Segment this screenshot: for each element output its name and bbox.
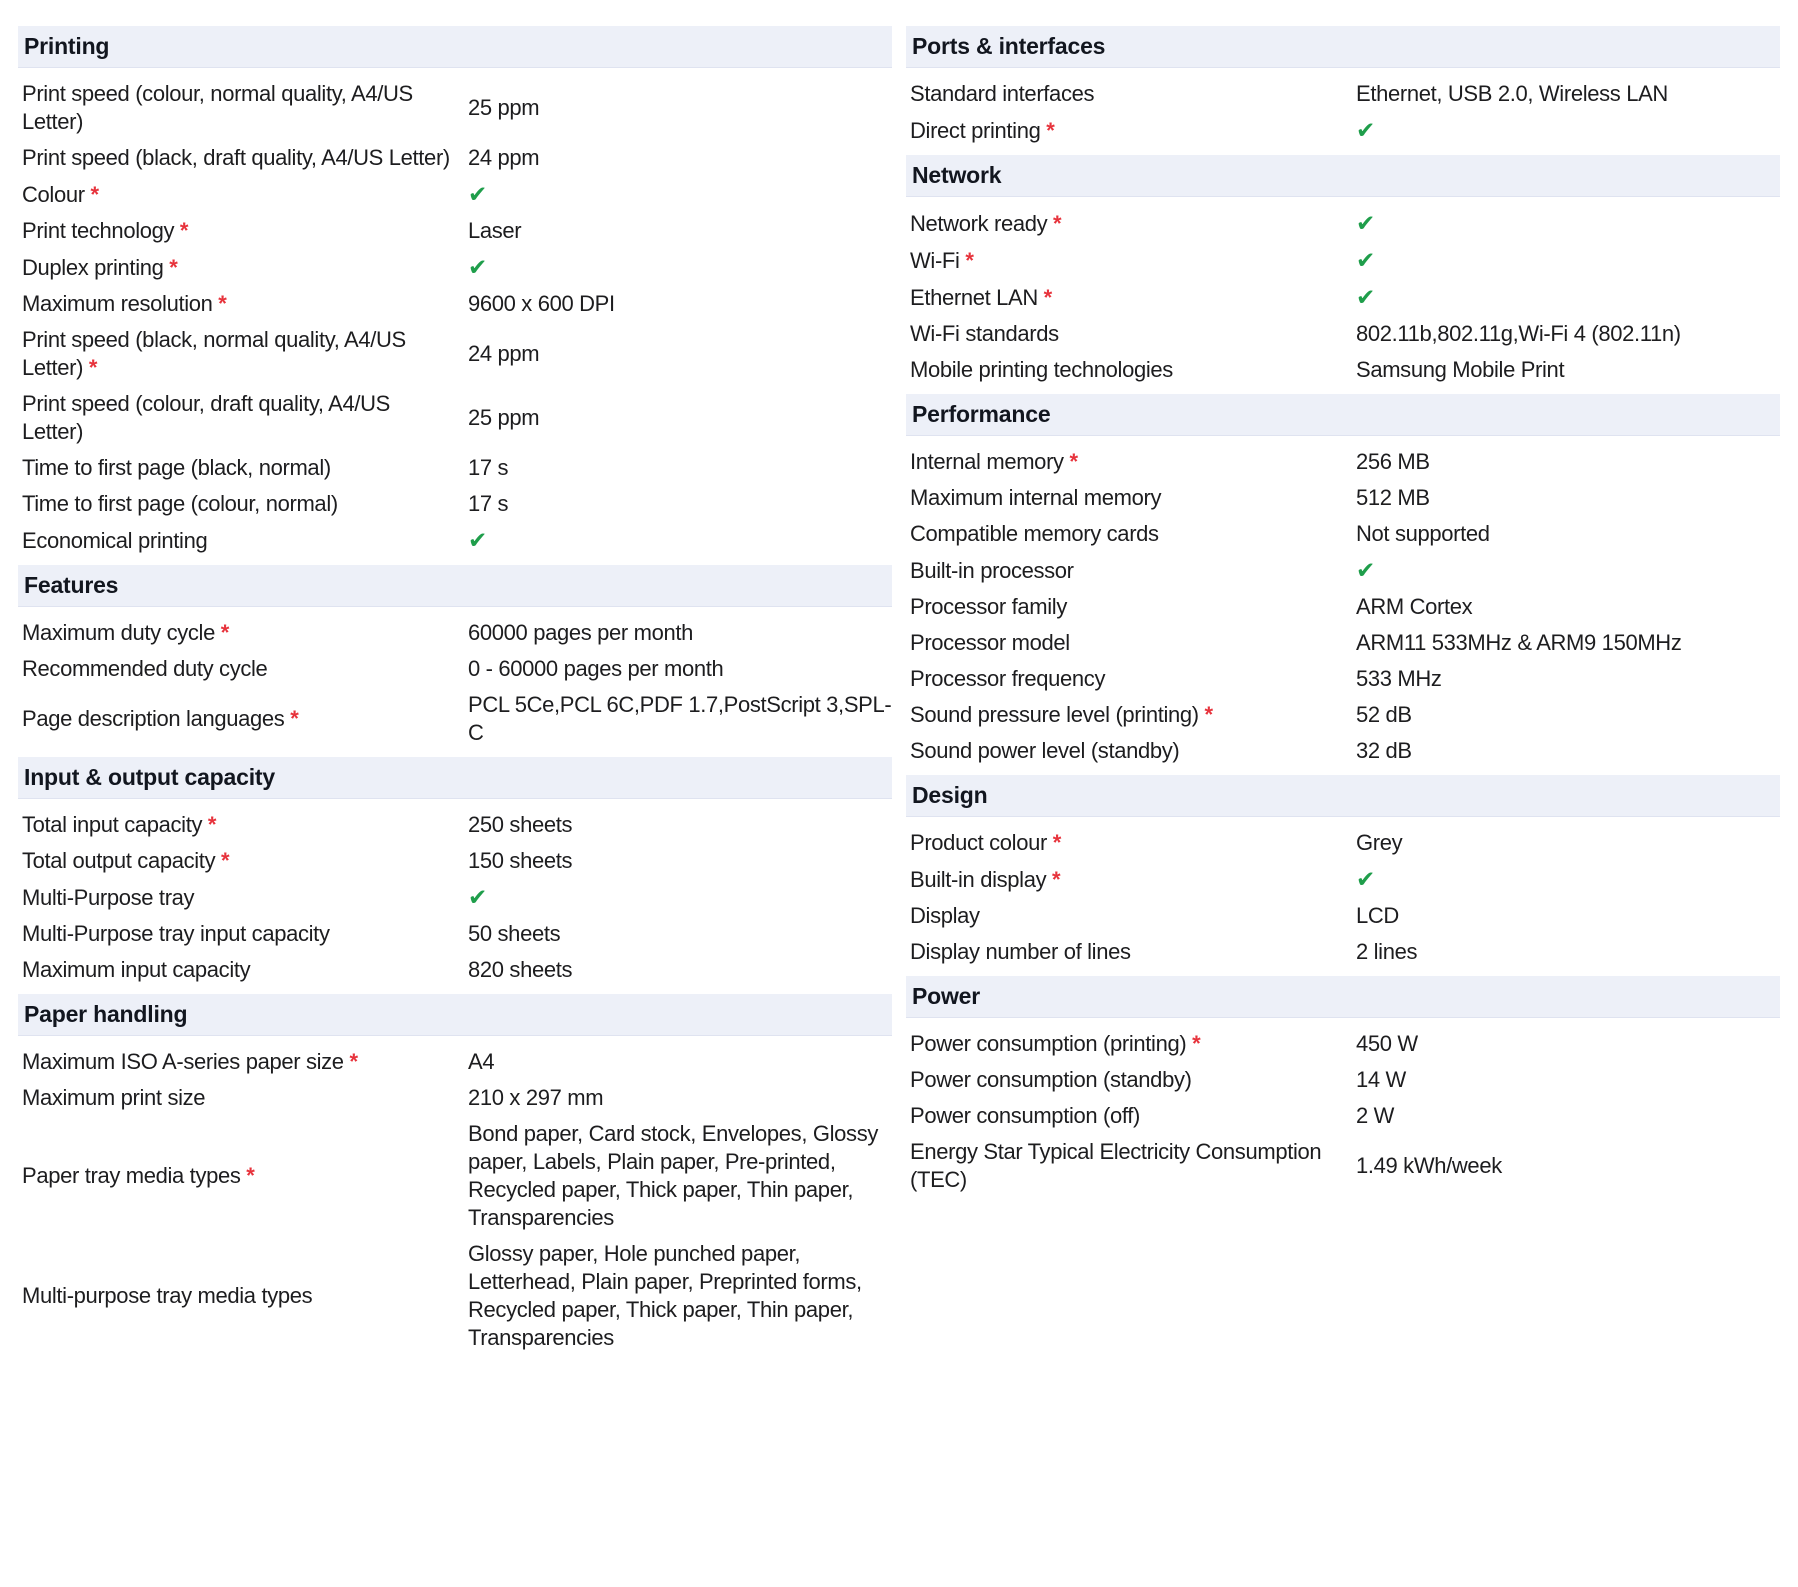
spec-value (1356, 283, 1780, 312)
section-header: Performance (906, 394, 1780, 436)
spec-label (22, 811, 468, 839)
spec-value: 0 - 60000 pages per month (468, 656, 724, 681)
spec-value (468, 253, 892, 282)
spec-label (22, 884, 468, 912)
spec-row (18, 213, 892, 249)
section-rows (18, 76, 892, 559)
spec-label-text: Processor frequency (910, 666, 1106, 691)
required-asterisk: * (202, 812, 217, 837)
spec-value: 9600 x 600 DPI (468, 291, 615, 316)
spec-label-text: Time to first page (black, normal) (22, 455, 331, 480)
spec-row (18, 386, 892, 450)
spec-value: 210 x 297 mm (468, 1085, 604, 1110)
spec-label-text: Network ready (910, 210, 1048, 236)
spec-label-text: Maximum ISO A-series paper size (22, 1049, 344, 1074)
section-header: Features (18, 565, 892, 607)
check-icon: ✔ (468, 254, 487, 280)
spec-label (910, 448, 1356, 476)
spec-label-text: Colour (22, 181, 85, 207)
spec-label (910, 1030, 1356, 1058)
spec-label-text: Print speed (black, normal quality, A4/US Letter) (22, 327, 406, 380)
spec-label-text: Compatible memory cards (910, 521, 1159, 546)
spec-label (22, 705, 468, 733)
spec-label (22, 80, 468, 136)
spec-value: 24 ppm (468, 145, 540, 170)
spec-row (18, 522, 892, 559)
section-rows (906, 1026, 1780, 1198)
spec-label-text: Ethernet LAN (910, 284, 1038, 310)
spec-value (468, 883, 892, 912)
spec-value: ARM Cortex (1356, 594, 1473, 619)
spec-label-text: Total input capacity (22, 812, 203, 837)
spec-label (910, 629, 1356, 657)
section-rows (18, 1044, 892, 1356)
spec-label (22, 454, 468, 482)
spec-row (906, 589, 1780, 625)
spec-value: PCL 5Ce,PCL 6C,PDF 1.7,PostScript 3,SPL-C (468, 692, 892, 745)
check-icon: ✔ (468, 527, 487, 553)
spec-value: 533 MHz (1356, 666, 1442, 691)
spec-row (906, 1062, 1780, 1098)
spec-label-text: Duplex printing (22, 254, 164, 280)
spec-label (910, 80, 1356, 108)
spec-row (906, 861, 1780, 898)
spec-label (22, 527, 468, 555)
required-asterisk: * (1046, 866, 1061, 892)
spec-label (22, 847, 468, 875)
spec-value: 17 s (468, 491, 509, 516)
spec-label-text: Sound pressure level (printing) (910, 702, 1199, 727)
spec-value: 820 sheets (468, 957, 573, 982)
spec-label-text: Economical printing (22, 527, 208, 553)
required-asterisk: * (163, 254, 178, 280)
spec-label (910, 247, 1356, 275)
spec-column-right (906, 26, 1780, 1204)
spec-value: 2 lines (1356, 939, 1418, 964)
spec-row (906, 825, 1780, 861)
spec-row (18, 322, 892, 386)
spec-value: Grey (1356, 830, 1403, 855)
spec-row (906, 352, 1780, 388)
spec-section (906, 26, 1780, 149)
spec-row (906, 242, 1780, 279)
spec-value: 450 W (1356, 1031, 1418, 1056)
spec-label (910, 829, 1356, 857)
spec-label (22, 490, 468, 518)
spec-label-text: Energy Star Typical Electricity Consumption (TEC) (910, 1139, 1322, 1192)
spec-row (18, 651, 892, 687)
spec-row (18, 1044, 892, 1080)
spec-value (1356, 556, 1780, 585)
spec-label-text: Direct printing (910, 117, 1041, 143)
spec-label (22, 290, 468, 318)
spec-value: 2 W (1356, 1103, 1395, 1128)
spec-label-text: Maximum resolution (22, 291, 213, 316)
check-icon: ✔ (1356, 117, 1375, 143)
spec-label (22, 144, 468, 172)
spec-column-left (18, 26, 892, 1362)
spec-value: 25 ppm (468, 405, 540, 430)
spec-row (906, 279, 1780, 316)
spec-row (906, 661, 1780, 697)
section-rows (18, 615, 892, 751)
spec-row (906, 697, 1780, 733)
required-asterisk: * (1040, 117, 1055, 143)
section-header: Input & output capacity (18, 757, 892, 799)
spec-label (910, 484, 1356, 512)
spec-row (18, 687, 892, 751)
spec-label-text: Built-in processor (910, 557, 1074, 583)
required-asterisk: * (1037, 284, 1052, 310)
spec-row (18, 615, 892, 651)
spec-label (910, 665, 1356, 693)
required-asterisk: * (1063, 449, 1078, 474)
required-asterisk: * (343, 1049, 358, 1074)
spec-value: 250 sheets (468, 812, 573, 837)
spec-section (18, 26, 892, 559)
section-header: Printing (18, 26, 892, 68)
spec-label (910, 356, 1356, 384)
required-asterisk: * (1198, 702, 1213, 727)
spec-value: 150 sheets (468, 848, 573, 873)
section-rows (906, 76, 1780, 149)
spec-row (906, 444, 1780, 480)
spec-row (906, 733, 1780, 769)
spec-value (1356, 116, 1780, 145)
spec-label (22, 1048, 468, 1076)
spec-label (910, 320, 1356, 348)
spec-row (18, 1116, 892, 1236)
spec-label-text: Mobile printing technologies (910, 357, 1173, 382)
spec-value: Samsung Mobile Print (1356, 357, 1565, 382)
section-header: Ports & interfaces (906, 26, 1780, 68)
spec-label (910, 866, 1356, 894)
spec-value: 25 ppm (468, 95, 540, 120)
spec-label-text: Processor family (910, 594, 1067, 619)
spec-label (910, 1138, 1356, 1194)
spec-row (18, 486, 892, 522)
spec-value: 32 dB (1356, 738, 1412, 763)
spec-section (18, 757, 892, 988)
spec-row (18, 952, 892, 988)
spec-label (910, 210, 1356, 238)
spec-row (906, 205, 1780, 242)
spec-row (906, 1098, 1780, 1134)
spec-label-text: Maximum duty cycle (22, 620, 215, 645)
spec-value: Glossy paper, Hole punched paper, Letterhead, Plain paper, Preprinted forms, Recycled paper, Thick paper, Thin paper, Transparencies (468, 1241, 862, 1350)
spec-row (18, 807, 892, 843)
spec-label (22, 326, 468, 382)
spec-row (906, 1026, 1780, 1062)
spec-label-text: Display number of lines (910, 939, 1131, 964)
spec-value: Bond paper, Card stock, Envelopes, Glossy paper, Labels, Plain paper, Pre-printed, Recycled paper, Thick paper, Thin paper, Transparencies (468, 1121, 878, 1230)
spec-label-text: Total output capacity (22, 848, 216, 873)
spec-row (906, 898, 1780, 934)
spec-label-text: Recommended duty cycle (22, 656, 268, 681)
required-asterisk: * (83, 355, 98, 380)
spec-row (18, 76, 892, 140)
required-asterisk: * (174, 218, 189, 243)
spec-label-text: Wi-Fi (910, 247, 960, 273)
spec-label-text: Print speed (colour, draft quality, A4/US Letter) (22, 391, 390, 444)
spec-row (18, 286, 892, 322)
section-rows (18, 807, 892, 988)
spec-label (22, 1282, 468, 1310)
spec-row (906, 516, 1780, 552)
spec-label (910, 557, 1356, 585)
spec-label-text: Maximum print size (22, 1085, 206, 1110)
spec-row (18, 249, 892, 286)
check-icon: ✔ (468, 181, 487, 207)
spec-label (910, 902, 1356, 930)
required-asterisk: * (240, 1163, 255, 1188)
spec-label-text: Product colour (910, 830, 1047, 855)
spec-value: 256 MB (1356, 449, 1430, 474)
spec-label-text: Maximum input capacity (22, 957, 251, 982)
spec-value: 17 s (468, 455, 509, 480)
spec-value: 1.49 kWh/week (1356, 1153, 1502, 1178)
spec-value (1356, 865, 1780, 894)
spec-label-text: Print technology (22, 218, 175, 243)
spec-row (906, 316, 1780, 352)
section-rows (906, 825, 1780, 970)
spec-label (910, 117, 1356, 145)
spec-row (18, 916, 892, 952)
spec-section (906, 394, 1780, 769)
required-asterisk: * (959, 247, 974, 273)
spec-value: LCD (1356, 903, 1399, 928)
spec-row (906, 625, 1780, 661)
spec-value: 50 sheets (468, 921, 561, 946)
spec-label (910, 593, 1356, 621)
spec-value: 802.11b,802.11g,Wi-Fi 4 (802.11n) (1356, 321, 1681, 346)
spec-value (468, 526, 892, 555)
spec-label (910, 938, 1356, 966)
spec-value: 14 W (1356, 1067, 1406, 1092)
required-asterisk: * (284, 706, 299, 731)
spec-value: 512 MB (1356, 485, 1430, 510)
spec-row (906, 552, 1780, 589)
spec-row (906, 480, 1780, 516)
check-icon: ✔ (468, 884, 487, 910)
spec-label-text: Time to first page (colour, normal) (22, 491, 338, 516)
spec-label (22, 619, 468, 647)
spec-label-text: Built-in display (910, 866, 1047, 892)
spec-row (18, 843, 892, 879)
spec-label-text: Page description languages (22, 706, 285, 731)
required-asterisk: * (1186, 1031, 1201, 1056)
spec-label (910, 737, 1356, 765)
spec-value: ARM11 533MHz & ARM9 150MHz (1356, 630, 1682, 655)
spec-row (18, 176, 892, 213)
spec-label (910, 520, 1356, 548)
spec-label-text: Power consumption (printing) (910, 1031, 1187, 1056)
check-icon: ✔ (1356, 284, 1375, 310)
spec-value: Not supported (1356, 521, 1490, 546)
spec-label (22, 920, 468, 948)
spec-row (906, 1134, 1780, 1198)
section-header: Network (906, 155, 1780, 197)
spec-label-text: Power consumption (standby) (910, 1067, 1192, 1092)
spec-section (906, 976, 1780, 1198)
spec-row (906, 76, 1780, 112)
spec-row (906, 112, 1780, 149)
spec-row (18, 450, 892, 486)
spec-label-text: Multi-Purpose tray input capacity (22, 921, 330, 946)
spec-label-text: Internal memory (910, 449, 1064, 474)
spec-value (468, 180, 892, 209)
section-header: Power (906, 976, 1780, 1018)
required-asterisk: * (215, 848, 230, 873)
spec-value: 52 dB (1356, 702, 1412, 727)
section-header: Design (906, 775, 1780, 817)
spec-label-text: Standard interfaces (910, 81, 1095, 106)
check-icon: ✔ (1356, 866, 1375, 892)
check-icon: ✔ (1356, 247, 1375, 273)
spec-label-text: Maximum internal memory (910, 485, 1162, 510)
spec-row (18, 140, 892, 176)
required-asterisk: * (212, 291, 227, 316)
spec-value: Laser (468, 218, 522, 243)
spec-label (910, 1102, 1356, 1130)
spec-label (910, 701, 1356, 729)
spec-value (1356, 246, 1780, 275)
spec-label-text: Display (910, 903, 980, 928)
spec-label-text: Wi-Fi standards (910, 321, 1059, 346)
spec-value (1356, 209, 1780, 238)
spec-section (906, 775, 1780, 970)
spec-value: 60000 pages per month (468, 620, 694, 645)
section-rows (906, 444, 1780, 769)
spec-label (22, 1084, 468, 1112)
spec-value: A4 (468, 1049, 495, 1074)
spec-label-text: Paper tray media types (22, 1163, 241, 1188)
spec-label (22, 390, 468, 446)
spec-label (22, 254, 468, 282)
check-icon: ✔ (1356, 557, 1375, 583)
spec-label (22, 655, 468, 683)
spec-section (906, 155, 1780, 388)
spec-row (18, 879, 892, 916)
spec-row (18, 1236, 892, 1356)
spec-label-text: Print speed (black, draft quality, A4/US Letter) (22, 145, 450, 170)
spec-label (22, 181, 468, 209)
spec-label (910, 284, 1356, 312)
spec-label (910, 1066, 1356, 1094)
spec-label-text: Power consumption (off) (910, 1103, 1140, 1128)
check-icon: ✔ (1356, 210, 1375, 236)
spec-label-text: Processor model (910, 630, 1070, 655)
spec-label-text: Sound power level (standby) (910, 738, 1180, 763)
spec-label-text: Multi-Purpose tray (22, 884, 195, 910)
required-asterisk: * (1047, 210, 1062, 236)
spec-label (22, 217, 468, 245)
spec-row (906, 934, 1780, 970)
spec-label-text: Multi-purpose tray media types (22, 1283, 313, 1308)
required-asterisk: * (84, 181, 99, 207)
required-asterisk: * (1046, 830, 1061, 855)
spec-section (18, 994, 892, 1356)
section-header: Paper handling (18, 994, 892, 1036)
spec-label-text: Print speed (colour, normal quality, A4/US Letter) (22, 81, 413, 134)
section-rows (906, 205, 1780, 388)
spec-label (22, 956, 468, 984)
spec-value: Ethernet, USB 2.0, Wireless LAN (1356, 81, 1668, 106)
required-asterisk: * (214, 620, 229, 645)
spec-value: 24 ppm (468, 341, 540, 366)
spec-section (18, 565, 892, 751)
spec-label (22, 1162, 468, 1190)
spec-row (18, 1080, 892, 1116)
